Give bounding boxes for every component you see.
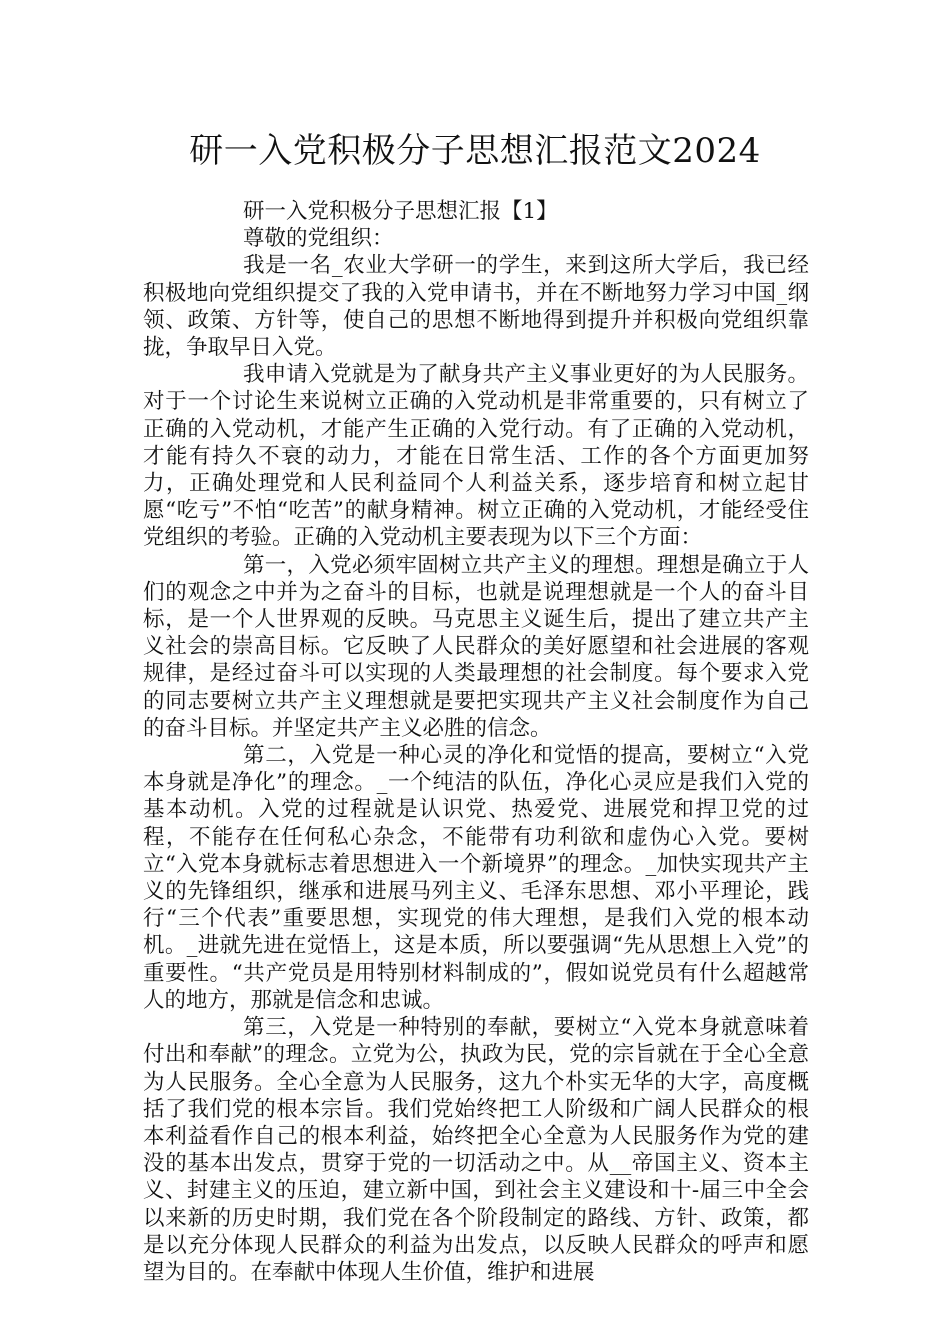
paragraph-4: 第二，入党是一种心灵的净化和觉悟的提高，要树立“入党本身就是净化”的理念。_一个纯洁的队伍，净化心灵应是我们入党的基本动机。入党的过程就是认识党、热爱党、进展党和捍卫党的过程，不能存在任何私心杂念，不能带有功利欲和虚伪心入党。要树立“入党本身就标志着思想进入一个新境界”的理念。_加快实现共产主义的先锋组织，继承和进展马列主义、毛泽东思想、邓小平理论，践行“三个代表”重要思想，实现党的伟大理想，是我们入党的根本动机。_进就先进在觉悟上，这是本质，所以要强调“先从思想上入党”的重要性。“共产党员是用特别材料制成的”，假如说党员有什么超越常人的地方，那就是信念和忠诚。 [143, 743, 809, 1013]
section-subtitle: 研一入党积极分子思想汇报【1】 [243, 199, 558, 224]
paragraph-5: 第三，入党是一种特别的奉献，要树立“入党本身就意味着付出和奉献”的理念。立党为公，执政为民，党的宗旨就在于全心全意为人民服务。全心全意为人民服务，这九个朴实无华的大字，高度概括了我们党的根本宗旨。我们党始终把工人阶级和广阔人民群众的根本利益看作自己的根本利益，始终把全心全意为人民服务作为党的建没的基本出发点，贯穿于党的一切活动之中。从__帝国主义、资本主义、封建主义的压迫，建立新中国，到社会主义建设和十-届三中全会以来新的历史时期，我们党在各个阶段制定的路线、方针、政策，都是以充分体现人民群众的利益为出发点，以反映人民群众的呼声和愿望为目的。在奉献中体现人生价值，维护和进展 [143, 1015, 809, 1285]
paragraph-1: 我是一名_农业大学研一的学生，来到这所大学后，我已经积极地向党组织提交了我的入党申请书，并在不断地努力学习中国_纲领、政策、方针等，使自己的思想不断地得到提升并积极向党组织靠拢，争取早日入党。 [143, 253, 809, 361]
document-body [143, 198, 809, 1286]
paragraph-2: 我申请入党就是为了献身共产主义事业更好的为人民服务。对于一个讨论生来说树立正确的入党动机是非常重要的，只有树立了正确的入党动机，才能产生正确的入党行动。有了正确的入党动机，才能有持久不衰的动力，才能在日常生活、工作的各个方面更加努力，正确处理党和人民利益同个人利益关系，逐步培育和树立起甘愿“吃亏”不怕“吃苦”的献身精神。树立正确的入党动机，才能经受住党组织的考验。正确的入党动机主要表现为以下三个方面： [143, 362, 809, 551]
salutation: 尊敬的党组织： [243, 226, 394, 252]
document-title: 研一入党积极分子思想汇报范文2024 [189, 131, 761, 171]
paragraph-3: 第一，入党必须牢固树立共产主义的理想。理想是确立于人们的观念之中并为之奋斗的目标，也就是说理想就是一个人的奋斗目标，是一个人世界观的反映。马克思主义诞生后，提出了建立共产主义社会的崇高目标。它反映了人民群众的美好愿望和社会进展的客观规律，是经过奋斗可以实现的人类最理想的社会制度。每个要求入党的同志要树立共产主义理想就是要把实现共产主义社会制度作为自己的奋斗目标。并坚定共产主义必胜的信念。 [143, 552, 809, 741]
